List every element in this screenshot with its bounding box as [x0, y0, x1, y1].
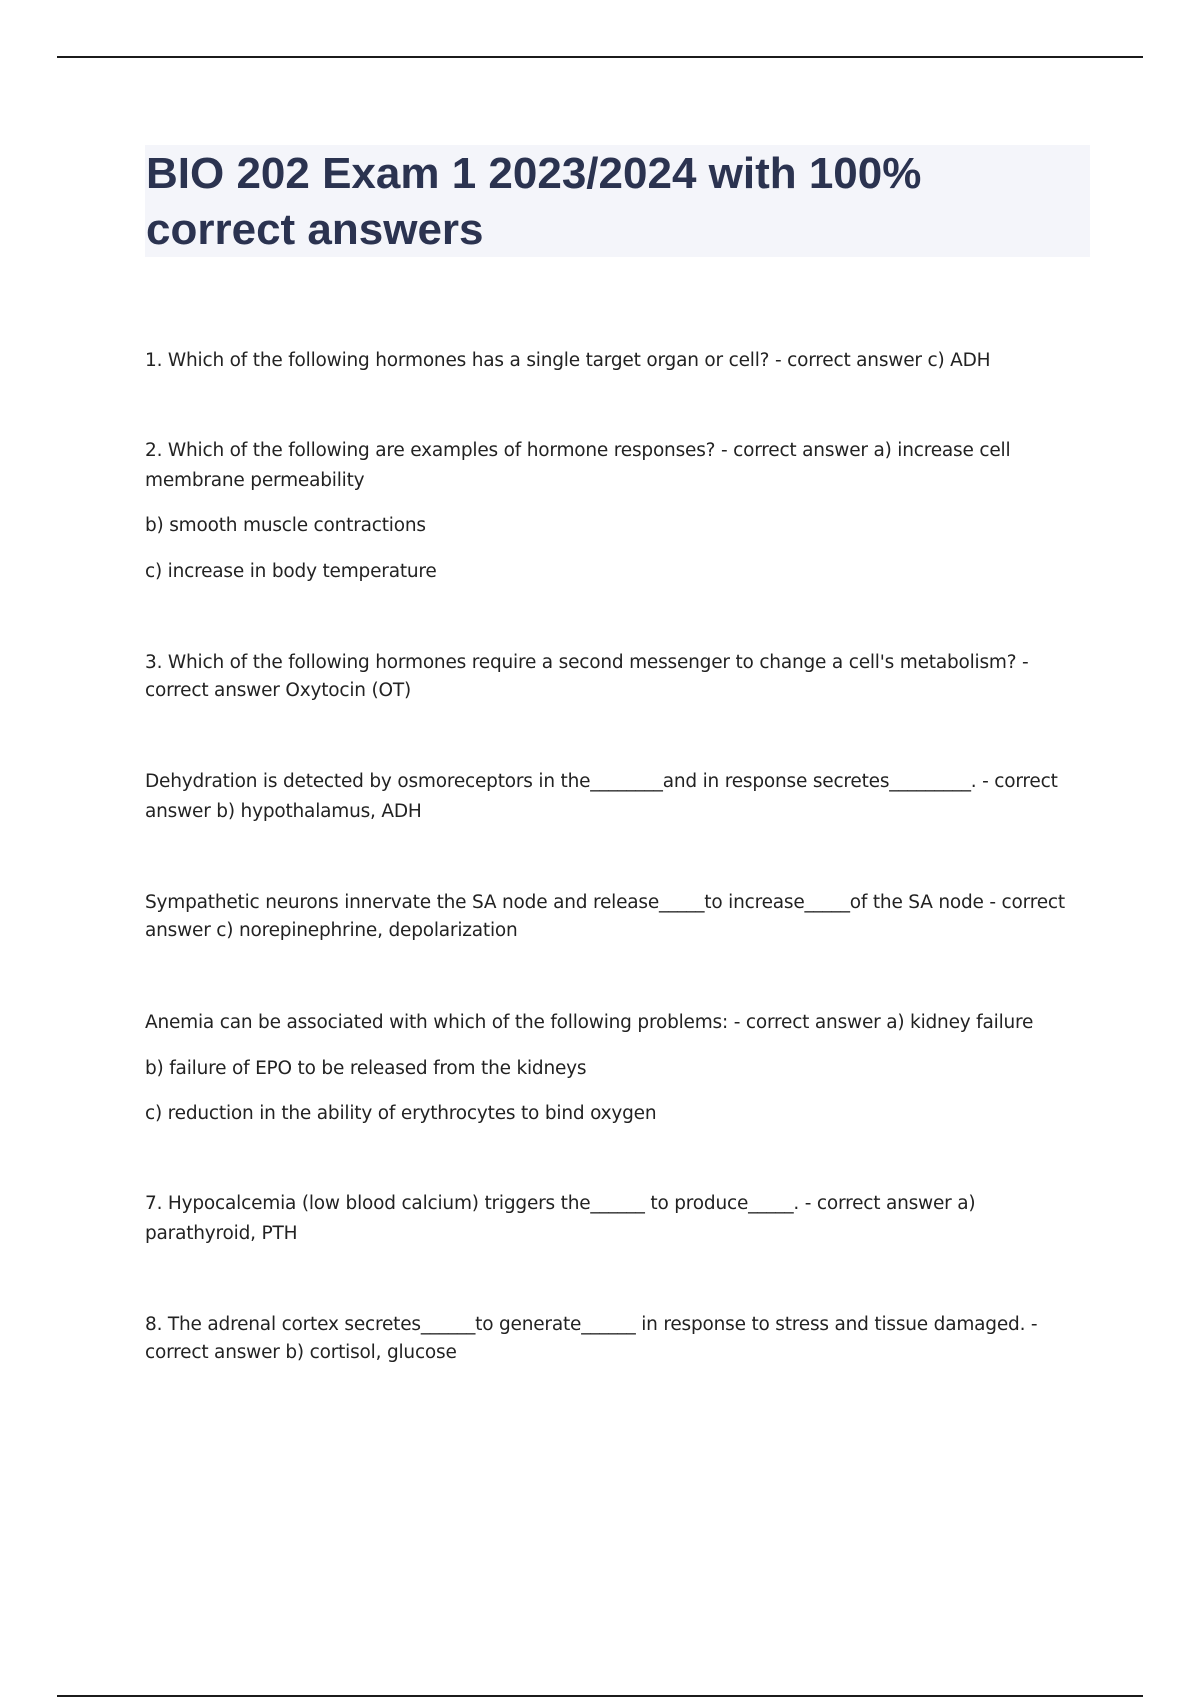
question-8-line-1: 8. The adrenal cortex secretes______to generate______ in response to stress and tissue damaged. -: [145, 1314, 1038, 1335]
question-2-line-3: b) smooth muscle contractions: [145, 515, 426, 536]
question-4-line-2: answer b) hypothalamus, ADH: [145, 801, 422, 822]
question-2-line-2: membrane permeability: [145, 470, 365, 491]
question-5-line-1: Sympathetic neurons innervate the SA node and release_____to increase_____of the SA node - correct: [145, 892, 1065, 913]
question-6-line-1: Anemia can be associated with which of the following problems: - correct answer a) kidney failure: [145, 1012, 1034, 1033]
question-2-line-4: c) increase in body temperature: [145, 561, 437, 582]
question-5-line-2: answer c) norepinephrine, depolarization: [145, 920, 518, 941]
question-7-line-2: parathyroid, PTH: [145, 1223, 298, 1244]
question-1-line-1: 1. Which of the following hormones has a single target organ or cell? - correct answer c) ADH: [145, 350, 991, 371]
title-line-1: BIO 202 Exam 1 2023/2024 with 100%: [146, 149, 922, 198]
question-3-line-2: correct answer Oxytocin (OT): [145, 680, 412, 701]
header-rule: [57, 56, 1143, 58]
question-6-line-2: b) failure of EPO to be released from the kidneys: [145, 1058, 587, 1079]
question-2-line-1: 2. Which of the following are examples of hormone responses? - correct answer a) increase cell: [145, 440, 1011, 461]
question-7-line-1: 7. Hypocalcemia (low blood calcium) triggers the______ to produce_____. - correct answer a): [145, 1193, 976, 1214]
question-8-line-2: correct answer b) cortisol, glucose: [145, 1342, 457, 1363]
question-3-line-1: 3. Which of the following hormones require a second messenger to change a cell's metabolism? -: [145, 652, 1029, 673]
title-line-2: correct answers: [146, 205, 484, 254]
question-4-line-1: Dehydration is detected by osmoreceptors in the________and in response secretes_________. - correct: [145, 771, 1058, 792]
footer-rule: [57, 1695, 1143, 1697]
document-title: [146, 146, 1086, 258]
question-6-line-3: c) reduction in the ability of erythrocytes to bind oxygen: [145, 1103, 657, 1124]
